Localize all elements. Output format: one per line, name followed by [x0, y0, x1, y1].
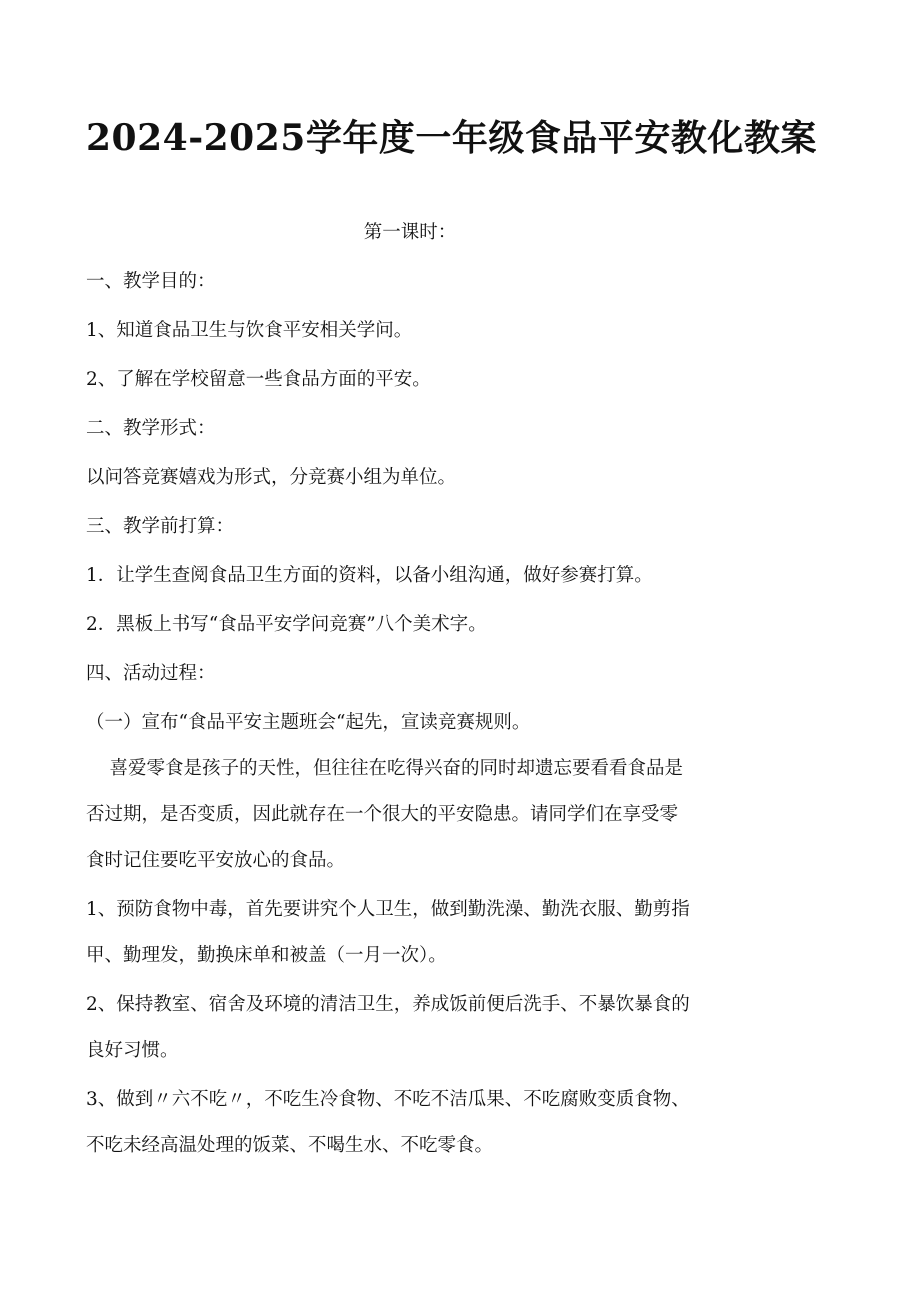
paragraph-line-3: 食时记住要吃平安放心的食品。 — [86, 850, 346, 871]
section-heading-preparation: 三、教学前打算： — [86, 516, 235, 537]
rule-item-2-line-2: 良好习惯。 — [86, 1040, 179, 1061]
section-heading-format: 二、教学形式： — [86, 418, 216, 439]
rule-item-3-line-1: 3、做到〃六不吃〃，不吃生冷食物、不吃不洁瓜果、不吃腐败变质食物、 — [86, 1089, 690, 1110]
document-title: 2024-2025学年度一年级食品平安教化教案 — [86, 117, 817, 159]
paragraph-line-2: 否过期，是否变质，因此就存在一个很大的平安隐患。请同学们在享受零 — [86, 804, 679, 825]
rule-item-2-line-1: 2、保持教室、宿舍及环境的清洁卫生，养成饭前便后洗手、不暴饮暴食的 — [86, 994, 690, 1015]
preparation-item-1: 1．让学生查阅食品卫生方面的资料，以备小组沟通，做好参赛打算。 — [86, 565, 653, 586]
format-text: 以问答竞赛嬉戏为形式，分竞赛小组为单位。 — [86, 467, 457, 488]
preparation-item-2: 2．黑板上书写“食品平安学问竞赛”八个美术字。 — [86, 614, 487, 635]
paragraph-line-1: 喜爱零食是孩子的天性，但往往在吃得兴奋的同时却遗忘要看看食品是 — [86, 758, 684, 779]
lesson-heading: 第一课时： — [363, 222, 457, 243]
objective-item-1: 1、知道食品卫生与饮食平安相关学问。 — [86, 320, 413, 341]
process-step-1: （一）宣布“食品平安主题班会“起先，宣读竞赛规则。 — [86, 712, 531, 733]
rule-item-3-line-2: 不吃未经高温处理的饭菜、不喝生水、不吃零食。 — [86, 1135, 494, 1156]
section-heading-objectives: 一、教学目的： — [86, 271, 216, 292]
rule-item-1-line-2: 甲、勤理发，勤换床单和被盖（一月一次）。 — [86, 945, 447, 966]
section-heading-process: 四、活动过程： — [86, 663, 216, 684]
objective-item-2: 2、了解在学校留意一些食品方面的平安。 — [86, 369, 431, 390]
rule-item-1-line-1: 1、预防食物中毒，首先要讲究个人卫生，做到勤洗澡、勤洗衣服、勤剪指 — [86, 899, 690, 920]
